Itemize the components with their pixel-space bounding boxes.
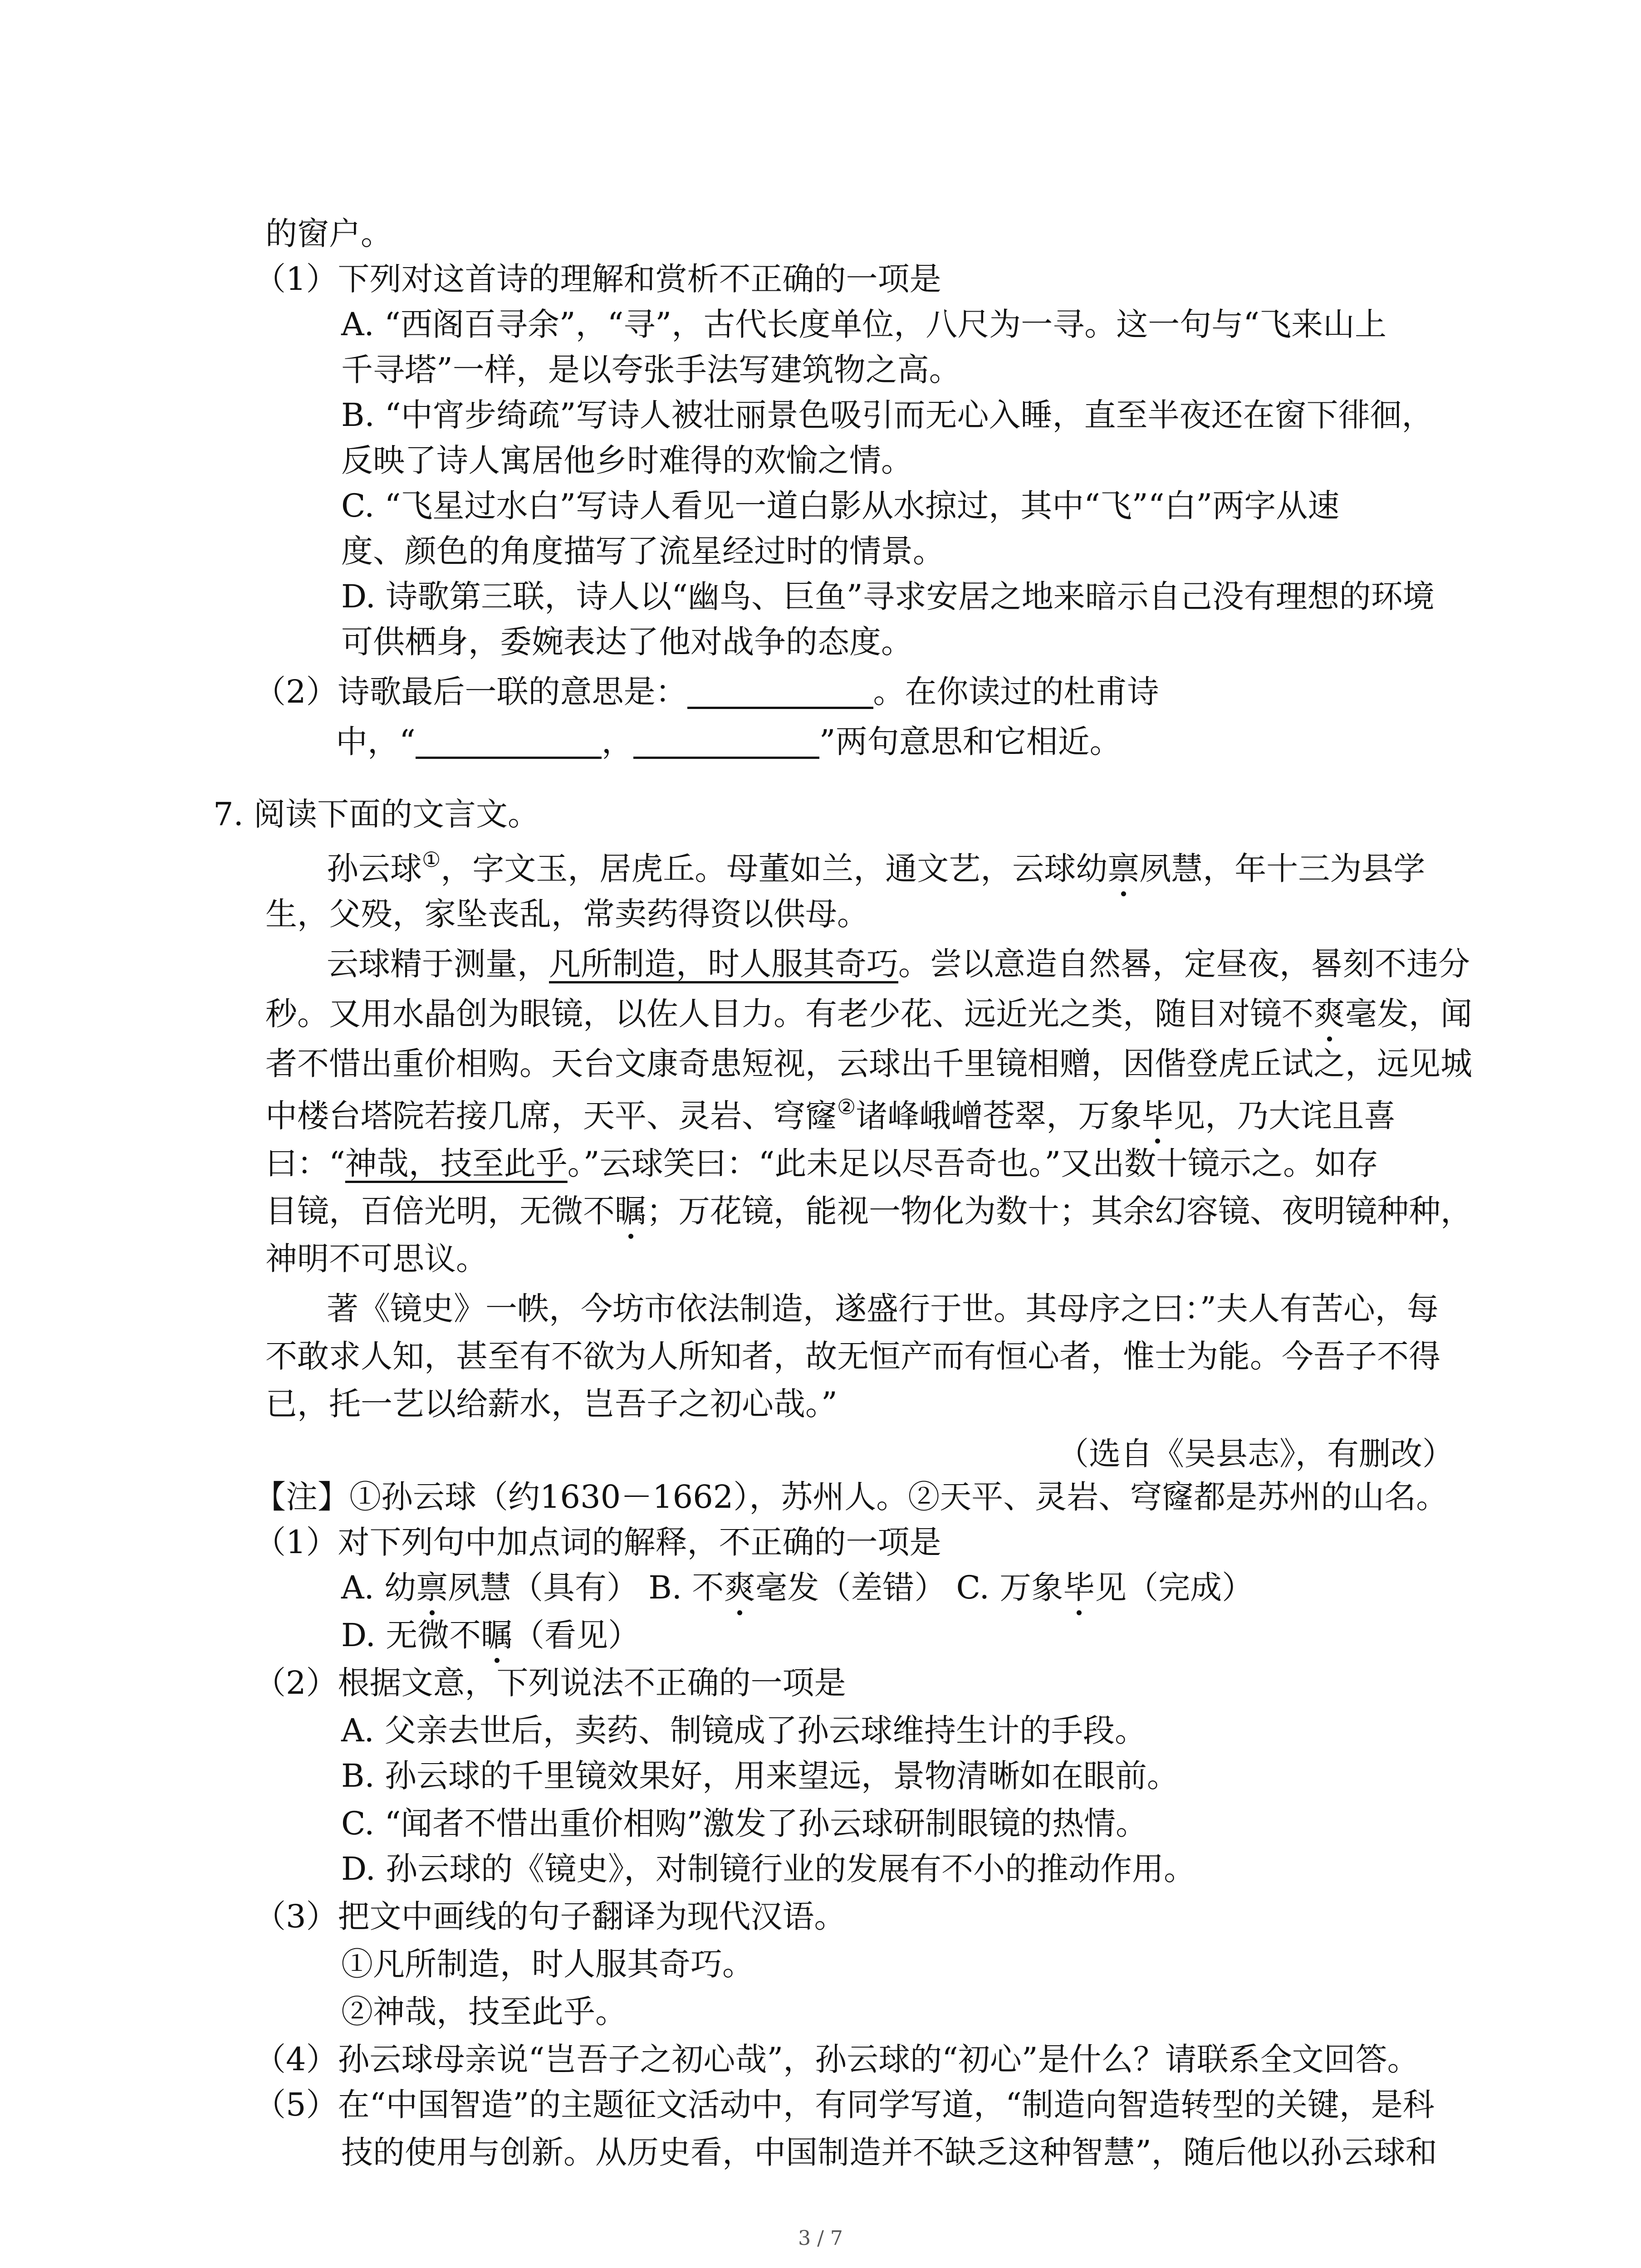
text-segment: D. 无微不 — [341, 1617, 481, 1654]
passage-line: 不敢求人知，甚至有不欲为人所知者，故无恒产而有恒心者，惟士为能。今吾子不得 — [265, 1338, 1440, 1375]
translate-item-2: ②神哉，技至此乎。 — [341, 1993, 627, 2030]
question-7-2: （2）根据文意，下列说法不正确的一项是 — [254, 1664, 846, 1701]
text-line: 反映了诗人寓居他乡时难得的欢愉之情。 — [341, 442, 913, 479]
translate-item-1: ①凡所制造，时人服其奇巧。 — [341, 1945, 754, 1983]
text-segment: 中楼台塔院若接几席，天平、灵岩、穹窿 — [265, 1097, 837, 1134]
text-line: 可供栖身，委婉表达了他对战争的态度。 — [341, 623, 913, 660]
text-line: 千寻塔”一样，是以夸张手法写建筑物之高。 — [341, 351, 961, 388]
text-line — [336, 721, 1122, 762]
footnote-mark: ② — [837, 1095, 856, 1119]
text-segment: （看见） — [513, 1617, 640, 1654]
option-c: C. “飞星过水白”写诗人看见一道白影从水掠过，其中“飞”“白”两字从速 — [341, 487, 1340, 524]
text-line: 技的使用与创新。从历史看，中国制造并不缺乏这种智慧”，随后他以孙云球和 — [341, 2134, 1437, 2171]
text-segment: 毫发，闻 — [1345, 995, 1472, 1032]
answer-blank[interactable] — [687, 675, 873, 709]
dotted-word: 禀 — [1107, 848, 1139, 889]
passage-line: 著《镜史》一帙，今坊市依法制造，遂盛行于世。其母序之曰：”夫人有苦心，每 — [327, 1290, 1439, 1327]
option-d — [341, 1615, 640, 1656]
question-6-2 — [254, 671, 1159, 712]
text-segment: 秒。又用水晶创为眼镜，以佐人目力。有老少花、远近光之类，随目对镜不 — [265, 995, 1313, 1032]
dotted-word: 禀 — [416, 1567, 448, 1608]
underlined-sentence-1: 凡所制造，时人服其奇巧 — [549, 945, 898, 982]
text-segment: ；万花镜，能视一物化为数十；其余幻容镜、夜明镜种种， — [647, 1193, 1472, 1230]
option-c: C. “闻者不惜出重价相购”激发了孙云球研制眼镜的热情。 — [341, 1805, 1148, 1842]
options-row — [341, 1567, 1254, 1608]
text-segment: 中，“ — [336, 723, 416, 760]
dotted-word: 爽 — [1313, 993, 1345, 1034]
text-segment: 。尝以意造自然晷，定昼夜，晷刻不违分 — [898, 945, 1470, 982]
text-segment: 夙慧，年十三为县学 — [1139, 850, 1425, 887]
passage-line — [327, 848, 1425, 889]
passage-line — [265, 1191, 1472, 1232]
text-segment: 见，乃大诧且喜 — [1173, 1097, 1396, 1134]
text-segment: ”两句意思和它相近。 — [819, 723, 1122, 760]
dotted-word: 瞩 — [615, 1191, 647, 1232]
option-a: A. “西阁百寻余”，“寻”，古代长度单位，八尺为一寻。这一句与“飞来山上 — [341, 306, 1386, 343]
question-7-5: （5）在“中国智造”的主题征文活动中，有同学写道，“制造向智造转型的关键，是科 — [254, 2086, 1435, 2123]
source-citation: （选自《吴县志》，有删改） — [1057, 1435, 1454, 1472]
question-7-4: （4）孙云球母亲说“岂吾子之初心哉”，孙云球的“初心”是什么？请联系全文回答。 — [254, 2041, 1419, 2078]
text-segment: 夙慧（具有） B. 不 — [448, 1569, 724, 1606]
text-segment: 云球精于测量， — [327, 945, 549, 982]
text-segment: 诸峰峨嶒苍翠，万象 — [856, 1097, 1142, 1134]
question-6-1: （1）下列对这首诗的理解和赏析不正确的一项是 — [254, 260, 941, 298]
passage-line: 已，托一艺以给薪水，岂吾子之初心哉。” — [265, 1385, 838, 1422]
text-segment: 曰：“ — [265, 1145, 345, 1182]
dotted-word: 毕 — [1141, 1095, 1173, 1136]
passage-line — [265, 993, 1472, 1034]
answer-blank[interactable] — [633, 725, 819, 759]
passage-line: 神明不可思议。 — [265, 1240, 488, 1277]
text-segment: A. 幼 — [341, 1569, 416, 1606]
annotation-note: 【注】①孙云球（约1630－1662），苏州人。②天平、灵岩、穹窿都是苏州的山名。 — [254, 1478, 1448, 1515]
passage-line: 生，父殁，家坠丧乱，常卖药得资以供母。 — [265, 895, 869, 933]
text-segment: 毫发（差错） C. 万象 — [755, 1569, 1063, 1606]
passage-line: 者不惜出重价相购。天台文康奇患短视，云球出千里镜相赠，因偕登虎丘试之，远见城 — [265, 1045, 1472, 1082]
text-line: 度、颜色的角度描写了流星经过时的情景。 — [341, 533, 945, 570]
passage-line — [327, 943, 1470, 984]
text-segment: 。”云球笑曰：“此未足以尽吾奇也。”又出数十镜示之。如存 — [567, 1145, 1379, 1182]
option-d: D. 孙云球的《镜史》，对制镜行业的发展有不小的推动作用。 — [341, 1850, 1196, 1887]
dotted-word: 毕 — [1063, 1567, 1095, 1608]
dotted-word: 瞩 — [481, 1615, 513, 1656]
text-segment: ，字文玉，居虎丘。母董如兰，通文艺，云球幼 — [441, 850, 1108, 887]
option-a: A. 父亲去世后，卖药、制镜成了孙云球维持生计的手段。 — [341, 1712, 1147, 1749]
text-segment: （2）诗歌最后一联的意思是： — [254, 673, 687, 710]
passage-line — [265, 1143, 1378, 1184]
answer-blank[interactable] — [416, 725, 602, 759]
text-line: 的窗户。 — [265, 215, 392, 252]
text-segment: 见（完成） — [1095, 1569, 1254, 1606]
passage-line — [265, 1095, 1396, 1136]
text-segment: 孙云球 — [327, 850, 422, 887]
underlined-sentence-2: 神哉，技至此乎 — [345, 1145, 568, 1182]
question-7-1: （1）对下列句中加点词的解释，不正确的一项是 — [254, 1524, 941, 1561]
text-segment: 目镜，百倍光明，无微不 — [265, 1193, 615, 1230]
footnote-mark: ① — [422, 847, 441, 872]
option-b: B. “中宵步绮疏”写诗人被壮丽景色吸引而无心入睡，直至半夜还在窗下徘徊， — [341, 396, 1434, 434]
text-segment: ， — [601, 723, 633, 760]
option-b: B. 孙云球的千里镜效果好，用来望远，景物清晰如在眼前。 — [341, 1757, 1179, 1794]
page-number: 3 / 7 — [798, 2227, 843, 2250]
option-d: D. 诗歌第三联，诗人以“幽鸟、巨鱼”寻求安居之地来暗示自己没有理想的环境 — [341, 578, 1435, 615]
text-segment: 。在你读过的杜甫诗 — [873, 673, 1159, 710]
question-7-3: （3）把文中画线的句子翻译为现代汉语。 — [254, 1898, 846, 1935]
question-7-heading: 7. 阅读下面的文言文。 — [213, 796, 540, 833]
dotted-word: 爽 — [724, 1567, 755, 1608]
